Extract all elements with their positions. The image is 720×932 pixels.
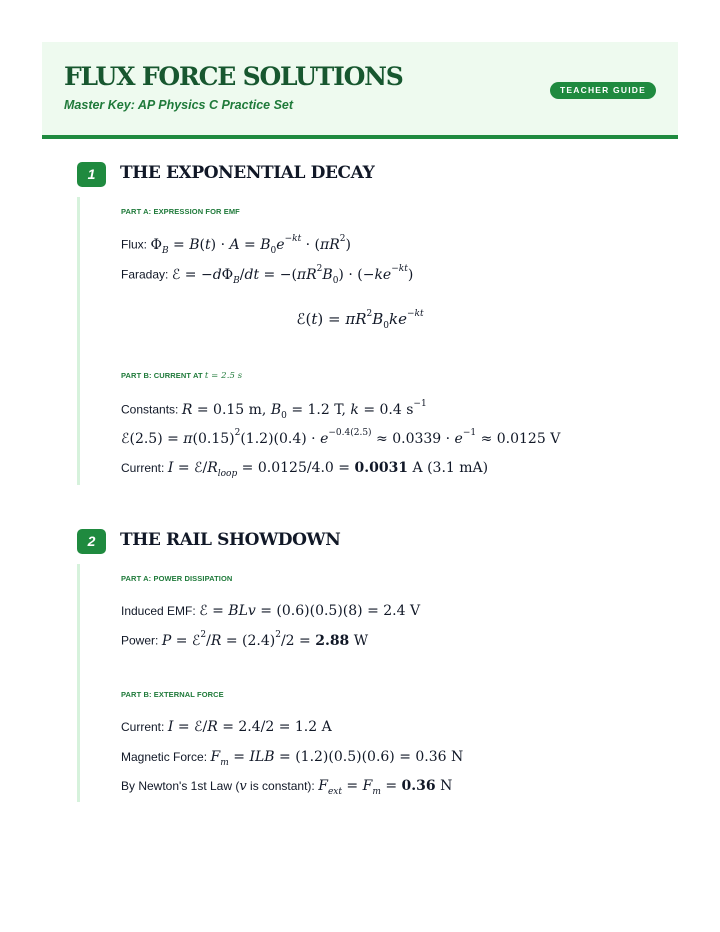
faraday-formula: ℰ = $-d\Phi_B/dt = -(\pi R^2B_0) \cdot (-ke^{-kt})$ [171,264,414,286]
force-result: 0.36 [401,778,436,794]
emf-line: Induced EMF: ℰ = BLv = (0.6)(0.5)(8) = 2.4 V [121,603,421,619]
magnetic-label: Magnetic Force: [121,750,208,764]
power-result: 2.88 [315,632,350,649]
constants-label: Constants: [121,402,179,417]
faraday-label: Faraday: [121,267,169,282]
constants-values: R = 0.15 m, $B_0 = 1.2$ T, k = 0.4 $s^{-1}$ [181,399,427,421]
section-title: THE RAIL SHOWDOWN [120,530,341,550]
current-line: Current: I = ℰ/R = 2.4/2 = 1.2 A [121,719,332,735]
part-a-label: PART A: POWER DISSIPATION [121,574,233,583]
section-title: THE EXPONENTIAL DECAY [120,163,375,183]
section-exponential-decay [42,162,678,492]
current-label: Current: [121,461,165,475]
section-number: 1 [77,162,106,187]
section-number: 2 [77,529,106,554]
teacher-guide-badge: TEACHER GUIDE [550,82,656,99]
emf-result: ℰ(t) = $\pi R^2B_0ke^{-kt}$ [296,309,424,331]
section-rule [77,197,80,485]
page-header [42,42,678,139]
flux-label: Flux: [121,237,148,252]
newton-label: By Newton's 1st Law (v is constant): [121,779,315,794]
brand-title: FLUX FORCE SOLUTIONS [64,62,403,91]
part-b-label: PART B: CURRENT AT t = 2.5 s [121,371,243,381]
power-line: Power: P = ℰ$^2$/R = $(2.4)^2/2 = 2.88$ W [121,630,369,649]
section-rule [77,564,80,802]
magnetic-force-line: Magnetic Force: $F_m$ = ILB = (1.2)(0.5)(0.6) = 0.36 N [121,749,464,768]
current-line: Current: $I = ℰ/R_{loop} = 0.0125/4.0 = 0.0031$ A (3.1 mA) [121,460,489,479]
emf-label: Induced EMF: [121,604,196,618]
part-a-label: PART A: EXPRESSION FOR EMF [121,207,240,216]
current-result: 0.0031 [354,460,409,476]
current-label: Current: [121,720,165,734]
page-subtitle: Master Key: AP Physics C Practice Set [64,98,294,112]
emf-evaluation: ℰ(2.5) = $\pi(0.15)^2(1.2)(0.4) \cdot e^{-0.4(2.5)} \approx 0.0339 \cdot e^{-1} \approx 0.0125$ V [121,428,561,447]
constants-line [121,401,427,420]
faraday-equation [121,266,413,285]
flux-formula: $\Phi_B = B(t) \cdot A = B_0e^{-kt} \cdot (\pi R^2)$ [150,234,351,256]
flux-equation [121,236,351,255]
section-rail-showdown [42,529,678,819]
power-label: Power: [121,633,159,648]
part-b-label: PART B: EXTERNAL FORCE [121,690,224,699]
newton-line: By Newton's 1st Law (v is constant): $F_{ext} = F_m = 0.36$ N [121,778,453,797]
